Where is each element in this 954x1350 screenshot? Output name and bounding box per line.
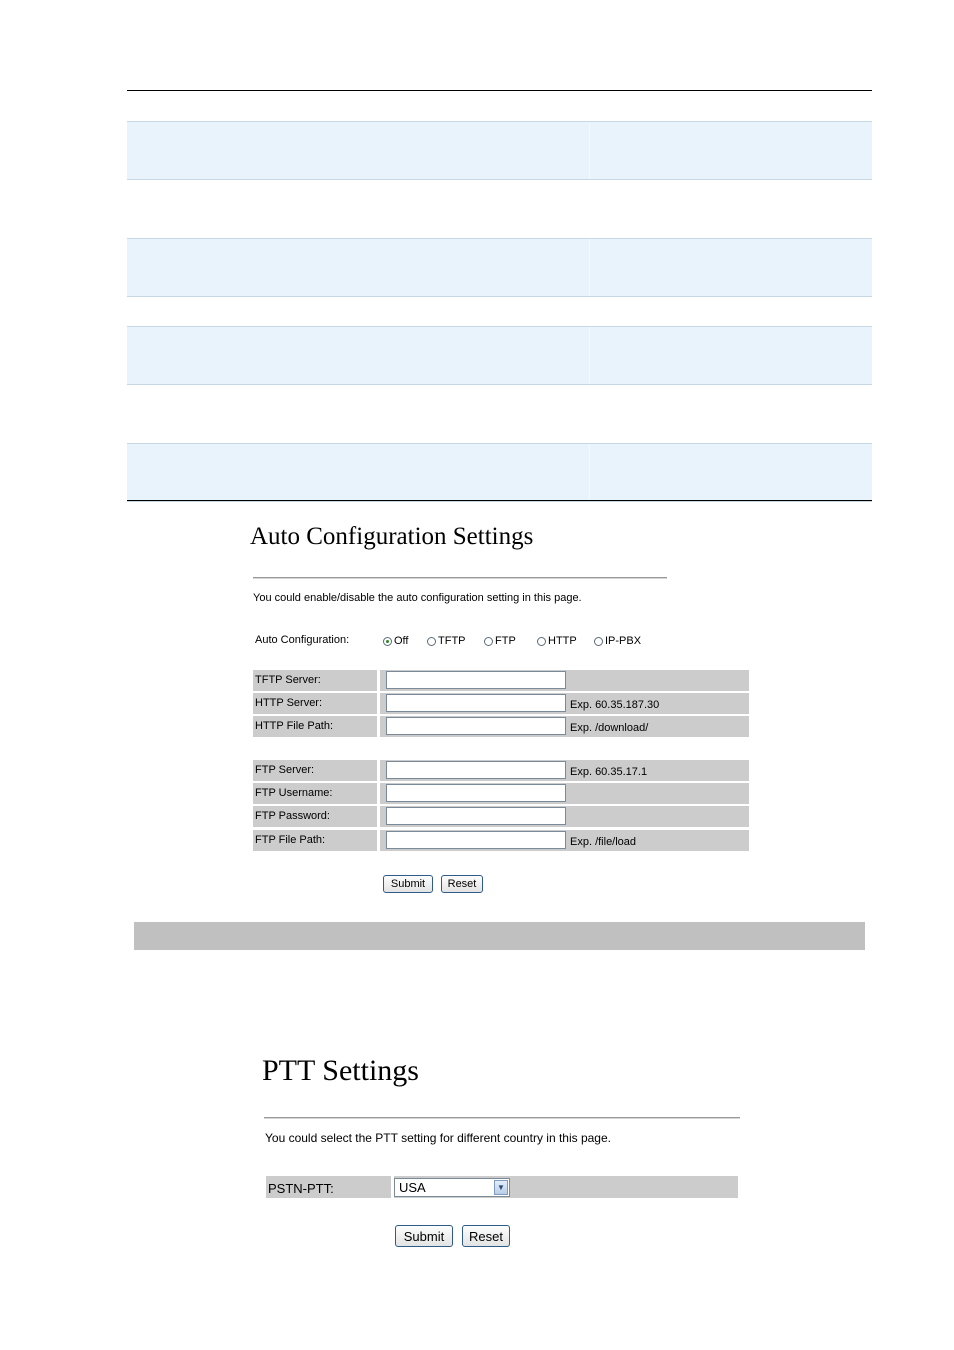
- radio-tftp[interactable]: TFTP: [427, 635, 466, 647]
- pstn-ptt-row: [266, 1176, 738, 1198]
- ftp-password-row: [253, 806, 749, 827]
- ptt-submit-button[interactable]: Submit: [395, 1225, 453, 1247]
- radio-selected-icon: [383, 637, 392, 646]
- section-bar: [134, 922, 865, 950]
- auto-config-description: You could enable/disable the auto configuration setting in this page.: [253, 592, 582, 604]
- ftp-server-input[interactable]: [386, 761, 566, 779]
- auto-config-mode-group: [255, 634, 675, 648]
- ptt-title: PTT Settings: [262, 1054, 419, 1087]
- radio-icon: [594, 637, 603, 646]
- tftp-server-input[interactable]: [386, 671, 566, 689]
- ptt-reset-button[interactable]: Reset: [462, 1225, 510, 1247]
- radio-off[interactable]: Off: [383, 635, 408, 647]
- http-file-path-hint: Exp. /download/: [570, 722, 649, 734]
- auto-config-reset-button[interactable]: Reset: [441, 875, 483, 893]
- auto-config-title: Auto Configuration Settings: [250, 523, 534, 550]
- auto-config-submit-button[interactable]: Submit: [383, 875, 433, 893]
- divider: [253, 577, 667, 579]
- http-server-row: [253, 693, 749, 714]
- radio-ftp[interactable]: FTP: [484, 635, 516, 647]
- chevron-down-icon[interactable]: ▼: [494, 1180, 508, 1195]
- http-server-input[interactable]: [386, 694, 566, 712]
- ftp-file-path-input[interactable]: [386, 831, 566, 849]
- ftp-server-row: [253, 760, 749, 781]
- ptt-description: You could select the PTT setting for different country in this page.: [265, 1131, 611, 1145]
- http-file-path-row: [253, 716, 749, 737]
- radio-http[interactable]: HTTP: [537, 635, 577, 647]
- auto-config-label: Auto Configuration:: [255, 634, 350, 646]
- ftp-server-hint: Exp. 60.35.17.1: [570, 766, 648, 778]
- http-server-hint: Exp. 60.35.187.30: [570, 699, 660, 711]
- pstn-ptt-select[interactable]: [394, 1178, 510, 1197]
- table-band: [127, 121, 872, 180]
- ftp-server-label: FTP Server:: [255, 764, 315, 776]
- radio-ip-pbx[interactable]: IP-PBX: [594, 635, 641, 647]
- tftp-server-label: TFTP Server:: [255, 674, 321, 686]
- radio-icon: [484, 637, 493, 646]
- http-file-path-label: HTTP File Path:: [255, 720, 334, 732]
- ftp-username-input[interactable]: [386, 784, 566, 802]
- table-band: [127, 238, 872, 297]
- http-server-label: HTTP Server:: [255, 697, 323, 709]
- bottom-rule: [127, 500, 872, 501]
- tftp-server-row: [253, 670, 749, 691]
- ftp-password-label: FTP Password:: [255, 810, 330, 822]
- ftp-file-path-hint: Exp. /file/load: [570, 836, 637, 848]
- top-rule: [127, 90, 872, 91]
- radio-icon: [427, 637, 436, 646]
- divider: [264, 1117, 740, 1119]
- ftp-password-input[interactable]: [386, 807, 566, 825]
- table-band: [127, 326, 872, 385]
- radio-icon: [537, 637, 546, 646]
- ftp-file-path-label: FTP File Path:: [255, 834, 326, 846]
- ftp-username-label: FTP Username:: [255, 787, 333, 799]
- http-file-path-input[interactable]: [386, 717, 566, 735]
- pstn-ptt-selected-value: USA: [399, 1180, 426, 1195]
- ftp-file-path-row: [253, 830, 749, 851]
- table-band: [127, 443, 872, 502]
- ftp-username-row: [253, 783, 749, 804]
- pstn-ptt-label: PSTN-PTT:: [268, 1181, 334, 1196]
